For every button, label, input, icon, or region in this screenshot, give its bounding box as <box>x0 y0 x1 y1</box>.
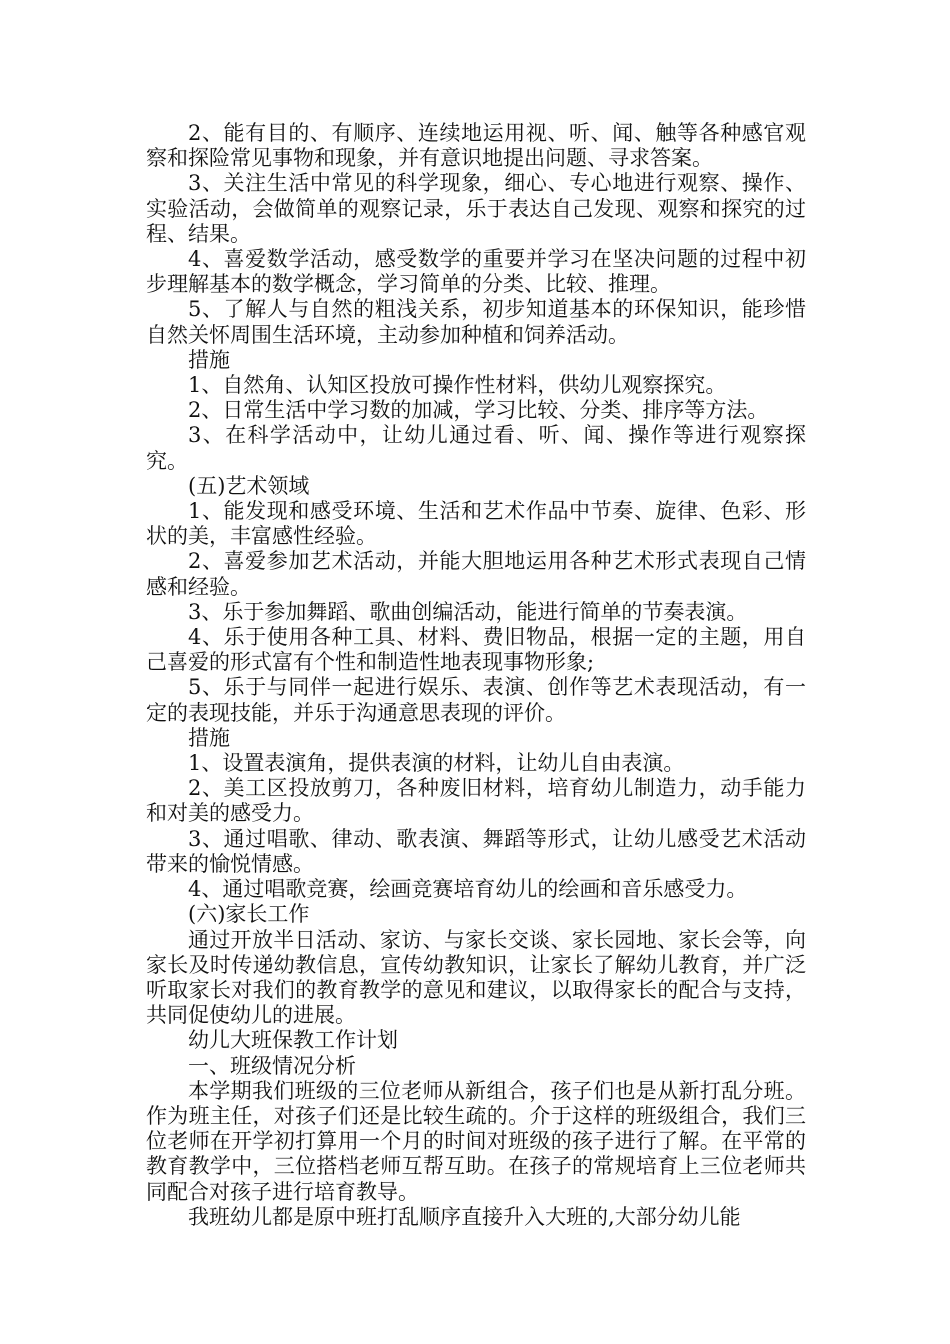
paragraph-science-measure-1: 1、自然角、认知区投放可操作性材料，供幼儿观察探究。 <box>188 373 727 398</box>
paragraph-art-goal-1: 1、能发现和感受环境、生活和艺术作品中节奏、旋律、色彩、形状的美，丰富感性经验。 <box>146 499 806 549</box>
paragraph-art-measure-3: 3、通过唱歌、律动、歌表演、舞蹈等形式，让幼儿感受艺术活动带来的愉悦情感。 <box>146 826 806 876</box>
paragraph-class-children: 我班幼儿都是原中班打乱顺序直接升入大班的,大部分幼儿能 <box>188 1204 741 1229</box>
paragraph-science-goal-3: 3、关注生活中常见的科学现象，细心、专心地进行观察、操作、实验活动，会做简单的观察记录，乐于表达自己发现、观察和探究的过程、结果。 <box>146 171 806 246</box>
paragraph-art-measure-2: 2、美工区投放剪刀，各种废旧材料，培育幼儿制造力，动手能力和对美的感受力。 <box>146 776 806 826</box>
paragraph-art-measure-1: 1、设置表演角，提供表演的材料，让幼儿自由表演。 <box>188 751 685 776</box>
paragraph-class-analysis: 本学期我们班级的三位老师从新组合，孩子们也是从新打乱分班。作为班主任，对孩子们还是比较生疏的。介于这样的班级组合，我们三位老师在开学初打算用一个月的时间对班级的孩子进行了解。在平常的教育教学中，三位搭档老师互帮互助。在孩子的常规培育上三位老师共同配合对孩子进行培育教导。 <box>146 1078 806 1204</box>
paragraph-parent-work: 通过开放半日活动、家访、与家长交谈、家长园地、家长会等，向家长及时传递幼教信息，宣传幼教知识，让家长了解幼儿教育，并广泛听取家长对我们的教育教学的意见和建议，以取得家长的配合与支持，共同促使幼儿的进展。 <box>146 927 806 1028</box>
paragraph-art-goal-4: 4、乐于使用各种工具、材料、费旧物品，根据一定的主题，用自己喜爱的形式富有个性和制造性地表现事物形象; <box>146 625 806 675</box>
heading-art-measures: 措施 <box>188 725 230 750</box>
heading-parent-work: (六)家长工作 <box>188 902 310 927</box>
document-body <box>146 121 806 1230</box>
paragraph-art-goal-2: 2、喜爱参加艺术活动，并能大胆地运用各种艺术形式表现自己情感和经验。 <box>146 549 806 599</box>
paragraph-science-goal-2: 2、能有目的、有顺序、连续地运用视、听、闻、触等各种感官观察和探险常见事物和现象，并有意识地提出问题、寻求答案。 <box>146 121 806 171</box>
paragraph-science-goal-5: 5、了解人与自然的粗浅关系，初步知道基本的环保知识，能珍惜自然关怀周围生活环境，主动参加种植和饲养活动。 <box>146 297 806 347</box>
heading-art-domain: (五)艺术领域 <box>188 473 310 498</box>
paragraph-art-goal-5: 5、乐于与同伴一起进行娱乐、表演、创作等艺术表现活动，有一定的表现技能，并乐于沟通意思表现的评价。 <box>146 675 806 725</box>
paragraph-science-goal-4: 4、喜爱数学活动，感受数学的重要并学习在坚决问题的过程中初步理解基本的数学概念，学习简单的分类、比较、推理。 <box>146 247 806 297</box>
paragraph-art-measure-4: 4、通过唱歌竞赛，绘画竞赛培育幼儿的绘画和音乐感受力。 <box>188 877 748 902</box>
paragraph-art-goal-3: 3、乐于参加舞蹈、歌曲创编活动，能进行简单的节奏表演。 <box>188 599 748 624</box>
heading-plan-title: 幼儿大班保教工作计划 <box>188 1028 398 1053</box>
paragraph-science-measure-3: 3、在科学活动中，让幼儿通过看、听、闻、操作等进行观察探究。 <box>146 423 806 473</box>
paragraph-science-measure-2: 2、日常生活中学习数的加减，学习比较、分类、排序等方法。 <box>188 398 769 423</box>
heading-science-measures: 措施 <box>188 347 230 372</box>
heading-class-analysis: 一、班级情况分析 <box>188 1053 356 1078</box>
